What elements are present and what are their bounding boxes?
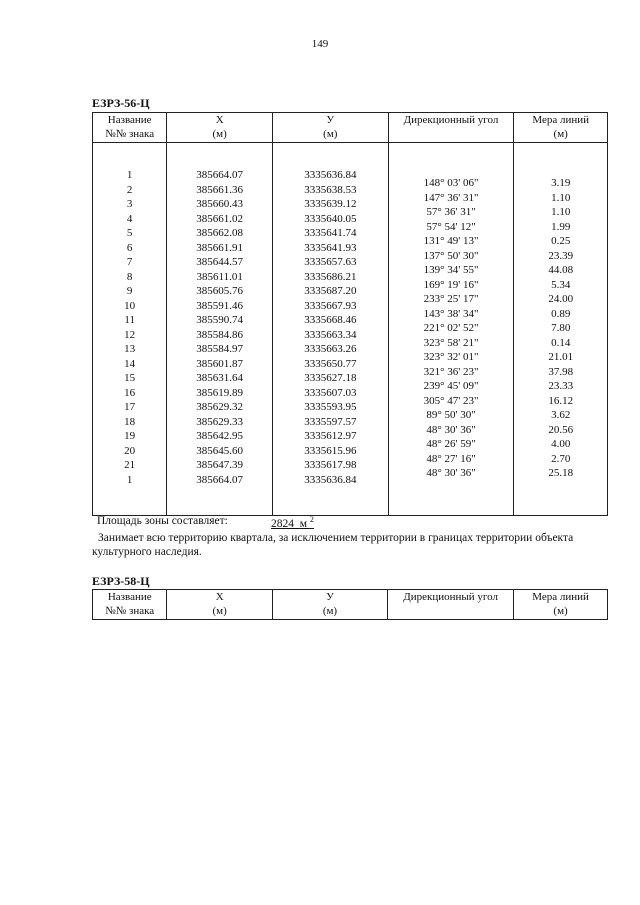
angle-value: 48° 30' 36"	[426, 467, 476, 480]
zone-title-2: ЕЗРЗ-58-Ц	[92, 574, 150, 588]
x-value: 385662.08	[196, 227, 244, 240]
length-value: 16.12	[548, 394, 574, 407]
x-value: 385591.46	[196, 299, 244, 312]
angle-value: 48° 27' 16"	[426, 452, 476, 465]
x-value: 385584.97	[196, 343, 244, 356]
point-number: 21	[124, 459, 136, 472]
header-x: X (м)	[167, 113, 273, 143]
length-value: 7.80	[551, 322, 571, 335]
angle-value: 323° 58' 21"	[423, 336, 479, 349]
angle-value: 131° 49' 13"	[423, 235, 479, 248]
angle-value: 239° 45' 09"	[423, 380, 479, 393]
x-value: 385645.60	[196, 444, 244, 457]
header-point-name: Название №№ знака	[93, 590, 167, 620]
point-number: 15	[124, 372, 136, 385]
angle-value: 89° 50' 30"	[426, 409, 476, 422]
length-value: 37.98	[548, 365, 574, 378]
x-value: 385661.36	[196, 183, 244, 196]
header-y: У (м)	[273, 113, 389, 143]
length-value: 23.39	[548, 249, 574, 262]
point-number: 12	[124, 328, 136, 341]
angle-value: 321° 36' 23"	[423, 365, 479, 378]
point-number: 18	[124, 415, 136, 428]
point-number: 2	[126, 183, 133, 196]
y-value: 3335607.03	[304, 386, 357, 399]
angle-value: 137° 50' 30"	[423, 249, 479, 262]
length-value: 4.00	[551, 438, 571, 451]
x-value: 385661.91	[196, 241, 244, 254]
x-value: 385644.57	[196, 256, 244, 269]
x-value: 385629.33	[196, 415, 244, 428]
x-value: 385642.95	[196, 430, 244, 443]
coordinates-table-2	[92, 589, 608, 620]
x-value: 385660.43	[196, 198, 244, 211]
length-value: 21.01	[548, 351, 574, 364]
point-number: 10	[124, 299, 136, 312]
length-value: 1.10	[551, 191, 571, 204]
y-value: 3335686.21	[304, 270, 357, 283]
header-direction-angle: Дирекционный угол	[388, 590, 514, 620]
length-value: 5.34	[551, 278, 571, 291]
length-value: 24.00	[548, 293, 574, 306]
x-value: 385664.07	[196, 473, 244, 486]
length-value: 25.18	[548, 467, 574, 480]
point-number: 19	[124, 430, 136, 443]
y-value: 3335641.93	[304, 241, 357, 254]
point-number: 1	[126, 169, 133, 181]
y-value: 3335617.98	[304, 459, 357, 472]
angle-column	[388, 143, 514, 516]
point-number: 17	[124, 401, 136, 414]
point-number: 1	[126, 473, 133, 486]
angle-value: 148° 03' 06"	[423, 177, 479, 189]
y-value: 3335641.74	[304, 227, 357, 240]
point-number: 16	[124, 386, 136, 399]
y-value: 3335667.93	[304, 299, 357, 312]
length-value: 0.14	[551, 336, 571, 349]
angle-value: 169° 19' 16"	[423, 278, 479, 291]
length-value: 3.19	[551, 177, 571, 189]
y-value: 3335615.96	[304, 444, 357, 457]
point-number: 14	[124, 357, 136, 370]
length-value: 2.70	[551, 452, 571, 465]
angle-value: 143° 38' 34"	[423, 307, 479, 320]
y-value: 3335663.34	[304, 328, 357, 341]
y-value: 3335657.63	[304, 256, 357, 269]
header-direction-angle: Дирекционный угол	[388, 113, 514, 143]
y-value: 3335687.20	[304, 285, 357, 298]
length-value: 23.33	[548, 380, 574, 393]
point-number: 13	[124, 343, 136, 356]
point-number: 20	[124, 444, 136, 457]
x-value: 385664.07	[196, 169, 244, 181]
x-value: 385601.87	[196, 357, 244, 370]
x-value: 385661.02	[196, 212, 244, 225]
zone-title: ЕЗРЗ-56-Ц	[92, 96, 150, 110]
y-value: 3335636.84	[304, 169, 357, 181]
y-value: 3335593.95	[304, 401, 357, 414]
angle-value: 48° 30' 36"	[426, 423, 476, 436]
y-value: 3335668.46	[304, 314, 357, 327]
length-value: 1.10	[551, 206, 571, 219]
coordinates-table	[92, 112, 608, 516]
y-value: 3335663.26	[304, 343, 357, 356]
point-number: 11	[124, 314, 135, 327]
table-body-row	[93, 143, 608, 516]
area-value: 2824 м $^2$	[271, 515, 314, 530]
angle-value: 57° 54' 12"	[426, 220, 476, 233]
point-number: 4	[126, 212, 133, 225]
point-number: 3	[126, 198, 133, 211]
y-value: 3335650.77	[304, 357, 357, 370]
y-value: 3335636.84	[304, 473, 357, 486]
y-value: 3335640.05	[304, 212, 357, 225]
x-value: 385584.86	[196, 328, 244, 341]
x-column	[167, 143, 273, 516]
x-value: 385629.32	[196, 401, 244, 414]
angle-value: 147° 36' 31"	[423, 191, 479, 204]
header-point-name: Название №№ знака	[93, 113, 167, 143]
y-value: 3335597.57	[304, 415, 357, 428]
length-column	[514, 143, 608, 516]
angle-value: 221° 02' 52"	[423, 322, 479, 335]
page-number: 149	[311, 38, 329, 50]
x-value: 385631.64	[196, 372, 244, 385]
header-line-length: Мера линий (м)	[514, 590, 608, 620]
angle-value: 323° 32' 01"	[423, 351, 479, 364]
length-value: 44.08	[548, 264, 574, 277]
x-value: 385611.01	[196, 270, 243, 283]
length-value: 1.99	[551, 220, 571, 233]
length-value: 0.25	[551, 235, 571, 248]
y-value: 3335638.53	[304, 183, 357, 196]
x-value: 385619.89	[196, 386, 244, 399]
point-number: 5	[126, 227, 133, 240]
angle-value: 48° 26' 59"	[426, 438, 476, 451]
points-column	[93, 143, 167, 516]
zone-description: Занимает всю территорию квартала, за исключением территории в границах территории объекта культурного наследия.	[92, 532, 574, 558]
length-value: 3.62	[551, 409, 571, 422]
point-number: 6	[126, 241, 133, 254]
header-y: У (м)	[272, 590, 387, 620]
point-number: 9	[126, 285, 133, 298]
y-value: 3335612.97	[304, 430, 357, 443]
length-value: 0.89	[551, 307, 571, 320]
angle-value: 305° 47' 23"	[423, 394, 479, 407]
header-x: X (м)	[167, 590, 272, 620]
x-value: 385647.39	[196, 459, 244, 472]
point-number: 7	[126, 256, 133, 269]
angle-value: 139° 34' 55"	[423, 264, 479, 277]
area-label: Площадь зоны составляет:	[97, 515, 228, 527]
y-value: 3335627.18	[304, 372, 357, 385]
angle-value: 57° 36' 31"	[426, 206, 476, 219]
point-number: 8	[126, 270, 133, 283]
y-column	[273, 143, 389, 516]
table-header-row	[93, 113, 608, 143]
length-value: 20.56	[548, 423, 574, 436]
angle-value: 233° 25' 17"	[423, 293, 479, 306]
table-header-row	[93, 590, 608, 620]
header-line-length: Мера линий (м)	[514, 113, 608, 143]
y-value: 3335639.12	[304, 198, 357, 211]
x-value: 385605.76	[196, 285, 244, 298]
x-value: 385590.74	[196, 314, 244, 327]
